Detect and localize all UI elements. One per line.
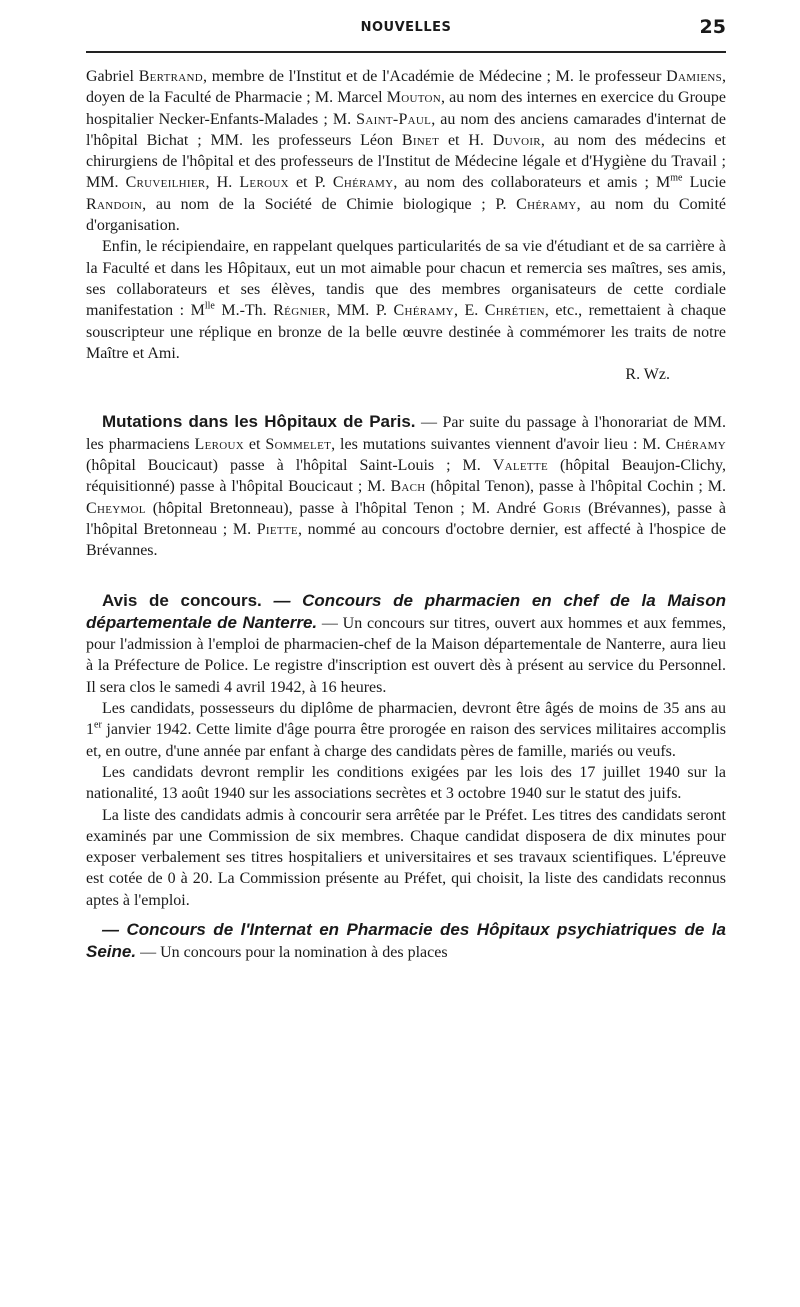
- avis-paragraph-4: La liste des candidats admis à concourir sera arrêtée par le Préfet. Les titres des candidats seront examinés par une Commission de six membres. Chaque candidat disposera de dix minutes pour exposer verbalement ses titres hospitaliers et universitaires et ses travaux scientifiques. L'épreuve est cotée de 0 à 20. La Commission présente au Préfet, qui choisit, la liste des candidats reconnus aptes à l'emploi.: [86, 806, 726, 909]
- person-name: Randoin: [86, 195, 143, 213]
- section-heading-mutations: Mutations dans les Hôpitaux de Paris.: [102, 412, 416, 432]
- person-name: Valette: [492, 457, 548, 475]
- person-name: Piette: [256, 520, 298, 538]
- person-name: Chéramy: [332, 174, 394, 192]
- page-header: [86, 14, 726, 44]
- avis-paragraph-3: Les candidats devront remplir les conditions exigées par les lois des 17 juillet 1940 sur la nationalité, 13 août 1940 sur les associations secrètes et 3 octobre 1940 sur le statut des juifs.: [86, 763, 726, 803]
- person-name: Bach: [390, 478, 426, 496]
- person-name: Saint-Paul: [356, 110, 432, 128]
- person-name: Leroux: [239, 174, 289, 192]
- mutations-paragraph: Mutations dans les Hôpitaux de Paris. — Par suite du passage à l'honorariat de MM. les pharmaciens Leroux et Sommelet, les mutations suivantes viennent d'avoir lieu : M. Chéramy (hôpital Boucicaut) passe à l'hôpital Saint-Louis ; M. Valette (hôpital Beaujon-Clichy, réquisitionné) passe à l'hôpital Boucicaut ; M. Bach (hôpital Tenon), passe à l'hôpital Cochin ; M. Cheymol (hôpital Bretonneau), passe à l'hôpital Tenon ; M. André Goris (Brévannes), passe à l'hôpital Bretonneau ; M. Piette, nommé au concours d'octobre dernier, est affecté à l'hospice de Brévannes.: [86, 412, 726, 560]
- avis-paragraph-1: Avis de concours. — Concours de pharmacien en chef de la Maison départementale de Nanterre. — Un concours sur titres, ouvert aux hommes et aux femmes, pour l'admission à l'emploi de pharmacien-chef de la Maison départementale de Nanterre, aura lieu à la Préfecture de Police. Le registre d'inscription est ouvert dès à présent au service du Personnel. Il sera clos le samedi 4 avril 1942, à 16 heures.: [86, 590, 726, 696]
- subheading-internat: — Concours de l'Internat en Pharmacie des Hôpitaux psychiatriques de la Seine.: [86, 919, 726, 962]
- person-name: Leroux: [194, 435, 244, 453]
- person-name: Mouton: [386, 89, 442, 107]
- running-title: NOUVELLES: [360, 20, 452, 35]
- person-name: Chrétien: [484, 302, 545, 320]
- person-name: Chéramy: [393, 302, 454, 320]
- person-name: Duvoir: [492, 131, 541, 149]
- person-name: Cruveilhier: [125, 174, 206, 192]
- person-name: Chéramy: [665, 435, 726, 453]
- internat-paragraph: — Concours de l'Internat en Pharmacie des Hôpitaux psychiatriques de la Seine. — Un concours pour la nomination à des places: [86, 919, 726, 962]
- person-name: Goris: [543, 499, 582, 517]
- person-name: Cheymol: [86, 499, 146, 517]
- subheading-nanterre: — Concours de pharmacien en chef de la Maison départementale de Nanterre.: [86, 590, 726, 632]
- person-name: Régnier: [273, 302, 327, 320]
- article-body: [86, 66, 726, 964]
- author-signature: R. Wz.: [625, 366, 670, 384]
- person-name: Binet: [401, 131, 440, 149]
- section-heading-avis: Avis de concours.: [102, 590, 262, 610]
- header-rule: [86, 51, 726, 53]
- avis-paragraph-2: Les candidats, possesseurs du diplôme de pharmacien, devront être âgés de moins de 35 ans au 1er janvier 1942. Cette limite d'âge pourra être prorogée en raison des services militaires accomplis et, en outre, d'une année par enfant à charge des candidats pères de famille, mariés ou veufs.: [86, 700, 726, 760]
- page-number: 25: [699, 16, 726, 38]
- article1-paragraph-1: Gabriel Bertrand, membre de l'Institut et de l'Académie de Médecine ; M. le professeur Damiens, doyen de la Faculté de Pharmacie ; M. Marcel Mouton, au nom des internes en exercice du Groupe hospitalier Necker-Enfants-Malades ; M. Saint-Paul, au nom des anciens camarades d'internat de l'hôpital Bichat ; MM. les professeurs Léon Binet et H. Duvoir, au nom des médecins et chirurgiens de l'hôpital et des professeurs de l'Institut de Médecine légale et d'Hygiène du Travail ; MM. Cruveilhier, H. Leroux et P. Chéramy, au nom des collaborateurs et amis ; $M^{me}$ Lucie Randoin, au nom de la Société de Chimie biologique ; P. Chéramy, au nom du Comité d'organisation.: [86, 68, 727, 235]
- person-name: Bertrand: [138, 68, 204, 85]
- person-name: Chéramy: [516, 195, 577, 213]
- person-name: Sommelet: [265, 435, 332, 453]
- article1-paragraph-2: Enfin, le récipiendaire, en rappelant quelques particularités de sa vie d'étudiant et de sa carrière à la Faculté et dans les Hôpitaux, eut un mot aimable pour chacun et remercia ses maîtres, ses amis, ses collaborateurs et ses élèves, tandis que des membres organisateurs de cette cordiale manifestation : $M^{lle}$ M.-Th. Régnier, MM. P. Chéramy, E. Chrétien, etc., remettaient à chaque souscripteur une réplique en bronze de la belle œuvre destinée à commémorer les traits de notre Maître et Ami.: [86, 238, 727, 362]
- person-name: Damiens: [666, 68, 722, 85]
